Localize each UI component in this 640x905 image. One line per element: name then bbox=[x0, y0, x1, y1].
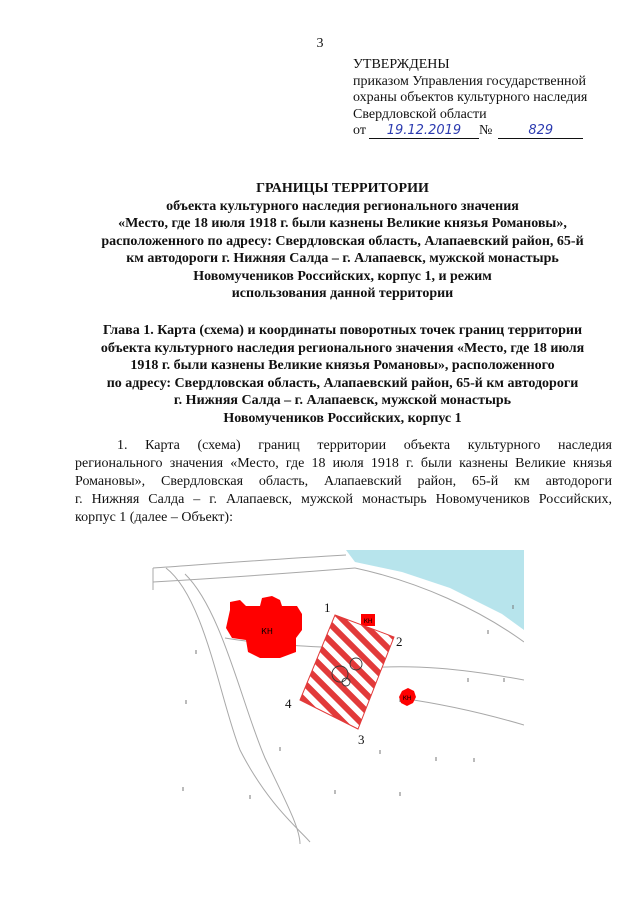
approval-line: приказом Управления государственной bbox=[353, 73, 587, 89]
point-label-4: 4 bbox=[285, 696, 292, 711]
boundary-line bbox=[400, 698, 524, 725]
approval-line: охраны объектов культурного наследия bbox=[353, 90, 588, 105]
title-line: Новомучеников Российских, корпус 1, и режим bbox=[193, 268, 492, 284]
title-line: объекта культурного наследия регионального значения bbox=[166, 198, 519, 214]
page-number: 3 bbox=[316, 36, 324, 51]
territory-map bbox=[150, 550, 524, 845]
point-label-3: 3 bbox=[358, 732, 365, 747]
chapter-line: Глава 1. Карта (схема) и координаты поворотных точек границ территории bbox=[102, 323, 583, 338]
title-line: использования данной территории bbox=[231, 286, 454, 301]
paragraph-line: корпус 1 (далее – Объект): bbox=[75, 510, 233, 525]
document-title bbox=[60, 180, 625, 303]
chapter-heading bbox=[60, 322, 625, 427]
road-line bbox=[153, 555, 346, 568]
chapter-line: Новомучеников Российских, корпус 1 bbox=[223, 410, 462, 426]
chapter-line: по адресу: Свердловская область, Алапаевский район, 65-й км автодороги bbox=[106, 375, 579, 391]
territory-area bbox=[300, 615, 394, 729]
body-paragraph bbox=[75, 437, 612, 527]
approval-signature-line bbox=[353, 123, 638, 140]
chapter-line: г. Нижняя Салда – г. Алапаевск, мужской монастырь bbox=[173, 393, 512, 408]
kn-label: КН bbox=[363, 618, 373, 625]
number-prefix: № bbox=[478, 123, 493, 138]
kn-label: КН bbox=[402, 695, 412, 702]
approval-block bbox=[353, 57, 638, 140]
title-line: «Место, где 18 июля 1918 г. были казнены Великие князья Романовы», bbox=[118, 216, 567, 231]
paragraph-line: Романовы», Свердловская область, Алапаевский район, 65-й км автодороги bbox=[75, 474, 612, 489]
point-label-2: 2 bbox=[396, 634, 403, 649]
road-line bbox=[153, 568, 355, 582]
paragraph-line: 1. Карта (схема) границ территории объекта культурного наследия bbox=[117, 438, 612, 453]
paragraph-line: г. Нижняя Салда – г. Алапаевск, мужской монастырь Новомучеников Российских, bbox=[75, 492, 612, 507]
approval-heading: УТВЕРЖДЕНЫ bbox=[353, 57, 450, 72]
title-line: км автодороги г. Нижняя Салда – г. Алапаевск, мужской монастырь bbox=[126, 251, 559, 266]
approval-line: Свердловской области bbox=[353, 106, 487, 122]
kn-label: КН bbox=[261, 627, 273, 636]
chapter-line: объекта культурного наследия регионального значения «Место, где 18 июля bbox=[100, 340, 585, 356]
paragraph-line: регионального значения «Место, где 18 июля 1918 г. были казнены Великие князья bbox=[75, 456, 612, 471]
title-line: расположенного по адресу: Свердловская область, Алапаевский район, 65-й bbox=[101, 233, 584, 249]
date-prefix: от bbox=[353, 123, 366, 138]
chapter-line: 1918 г. были казнены Великие князья Романовы», расположенного bbox=[130, 358, 555, 373]
title-line: ГРАНИЦЫ ТЕРРИТОРИИ bbox=[256, 181, 429, 196]
handwritten-number: 829 bbox=[498, 124, 583, 139]
point-label-1: 1 bbox=[324, 600, 331, 615]
handwritten-date: 19.12.2019 bbox=[369, 124, 479, 139]
